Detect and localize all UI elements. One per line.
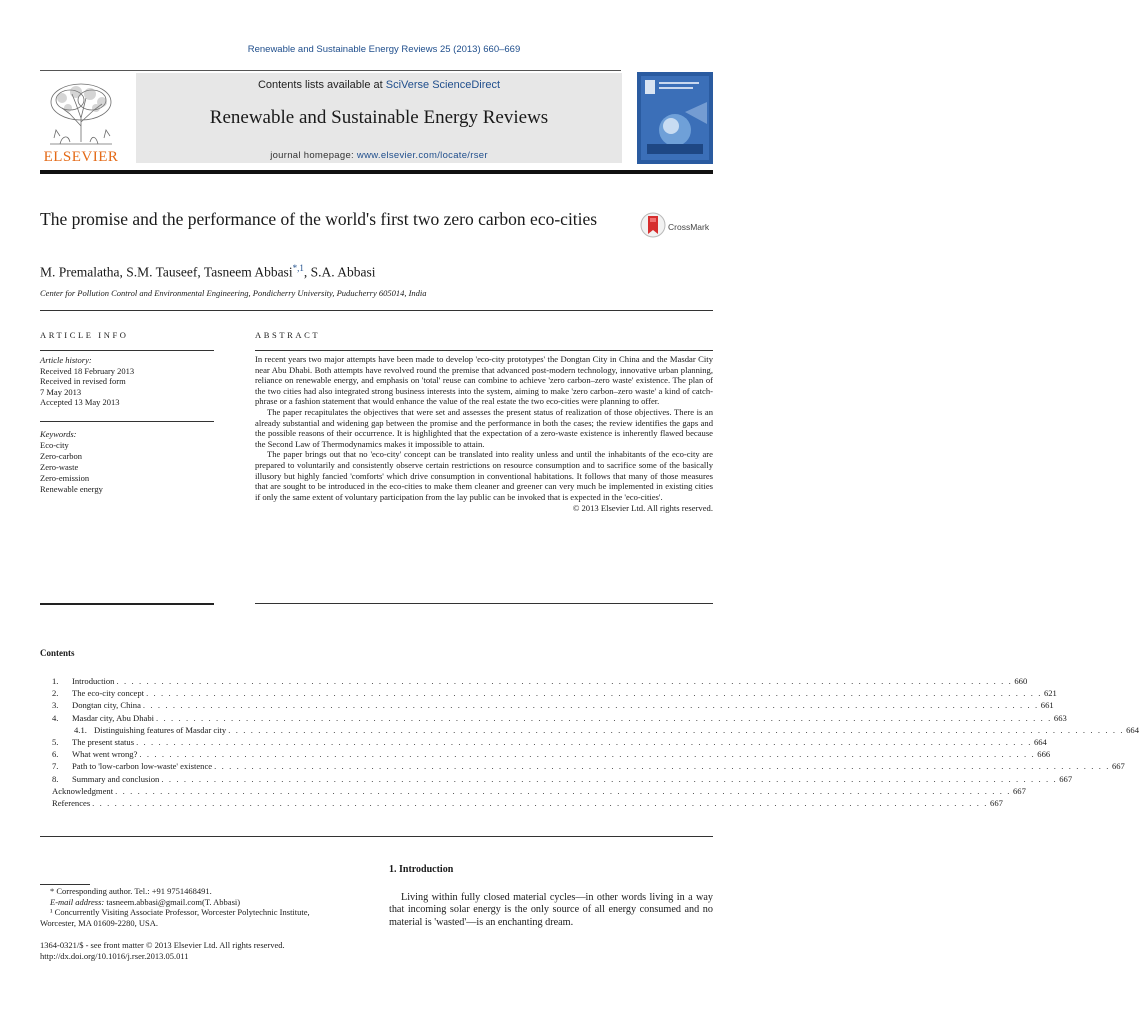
title-bottom-rule	[40, 310, 713, 311]
toc-page-number: 666	[1037, 749, 1051, 760]
toc-entry[interactable]	[52, 700, 1054, 712]
abstract-body	[255, 354, 713, 514]
crossmark-icon[interactable]	[640, 210, 666, 240]
toc-leader-dots: . . . . . . . . . . . . . . . . . . . . . . . . . . . . . . . . . . . . . . . . . . . . . . . . . . . . . . . . . . . . . . . . . . . . . . . . . . . . . . . . . . . . . . . . . . . . . . . . . . . . . . . . . . . . . . . . . . . . . . . .	[92, 797, 989, 808]
email-note	[40, 897, 370, 908]
journal-title: Renewable and Sustainable Energy Reviews	[209, 107, 549, 128]
toc-number: 7.	[52, 761, 59, 772]
toc-page-number: 667	[1059, 773, 1073, 784]
toc-label[interactable]: Summary and conclusion	[72, 773, 160, 784]
email-suffix: (T. Abbasi)	[202, 896, 241, 907]
abstract-paragraph: In recent years two major attempts have been made to develop 'eco-city prototypes' the Dongtan City in China and the Masdar City near Abu Dhabi. Both attempts have revolved round the premise that advanced post-modern technology, innovative urban planning, reliance on renewable energy, and emphasis on 'total' reuse can combine to achieve 'zero carbon–zero waste' existence. The plan of the two cities had also integrated strong business interests into the system, aiming to make 'zero carbon–zero waste' a kind of catch-phrase or a fashion statement that would enhance the value of the real estate the two eco-cities were planning to offer.	[255, 354, 713, 407]
toc-page-number: 664	[1033, 736, 1047, 747]
toc-label[interactable]: Acknowledgment	[52, 785, 114, 796]
contents-bottom-rule	[40, 836, 713, 837]
crossmark-label[interactable]: CrossMark	[668, 222, 710, 232]
toc-leader-dots: . . . . . . . . . . . . . . . . . . . . . . . . . . . . . . . . . . . . . . . . . . . . . . . . . . . . . . . . . . . . . . . . . . . . . . . . . . . . . . . . . . . . . . . . . . . . . . . . . . . . . . . . . . . . . . . . . . . . . . . .	[214, 761, 1110, 772]
toc-page-number: 663	[1053, 712, 1067, 723]
elsevier-wordmark: ELSEVIER	[43, 149, 119, 165]
toc-page-number: 660	[1014, 676, 1028, 686]
toc-entry[interactable]	[52, 676, 1028, 688]
journal-homepage-line	[136, 150, 622, 161]
toc-entry[interactable]	[52, 724, 1139, 737]
toc-leader-dots: . . . . . . . . . . . . . . . . . . . . . . . . . . . . . . . . . . . . . . . . . . . . . . . . . . . . . . . . . . . . . . . . . . . . . . . . . . . . . . . . . . . . . . . . . . . . . . . . . . . . . . . . . . . . . . . . . . . . . . . .	[146, 688, 1042, 699]
toc-label[interactable]: Masdar city, Abu Dhabi	[72, 712, 155, 723]
affiliation-note-cont: Worcester, MA 01609-2280, USA.	[40, 917, 158, 928]
keyword-item: Renewable energy	[40, 484, 103, 494]
toc-leader-dots: . . . . . . . . . . . . . . . . . . . . . . . . . . . . . . . . . . . . . . . . . . . . . . . . . . . . . . . . . . . . . . . . . . . . . . . . . . . . . . . . . . . . . . . . . . . . . . . . . . . . . . . . . . . . . . . . . . . . . . . .	[142, 700, 1039, 711]
authors-last: , S.A. Abbasi	[303, 264, 376, 280]
toc-page-number: 621	[1043, 688, 1057, 699]
corresponding-author-note: * Corresponding author. Tel.: +91 9751468491.	[50, 886, 212, 896]
contents-title: Contents	[40, 648, 75, 658]
author-list	[40, 263, 640, 281]
abstract-heading: ABSTRACT	[255, 330, 321, 340]
abstract-paragraph: The paper recapitulates the objectives that were set and assesses the present status of realization of those objectives. There is an already substantial and widening gap between the promise and the performance in both the cases; the review identifies the gaps and the possible reasons of their occurrence. It is highlighted that the expectation of a zero-waste existence is inherently flawed because the Second Law of Thermodynamics makes it impossible to attain.	[255, 406, 713, 449]
issn-line: 1364-0321/$ - see front matter © 2013 Elsevier Ltd. All rights reserved.	[40, 940, 285, 950]
contents-prefix: Contents lists available at	[257, 79, 386, 91]
toc-label[interactable]: The eco-city concept	[72, 688, 145, 699]
toc-number: 4.1.	[74, 724, 87, 735]
toc-entry[interactable]	[52, 749, 1051, 761]
toc-leader-dots: . . . . . . . . . . . . . . . . . . . . . . . . . . . . . . . . . . . . . . . . . . . . . . . . . . . . . . . . . . . . . . . . . . . . . . . . . . . . . . . . . . . . . . . . . . . . . . . . . . . . . . . . . . . . . . . . . . . . . . . .	[228, 724, 1125, 735]
history-line: Received in revised form	[40, 376, 126, 386]
toc-page-number: 667	[990, 797, 1003, 808]
sciencedirect-link[interactable]: SciVerse ScienceDirect	[385, 79, 501, 91]
table-of-contents	[52, 676, 1139, 810]
toc-entry[interactable]	[52, 736, 1047, 749]
article-info-rule	[40, 350, 214, 351]
toc-label[interactable]: Introduction	[72, 676, 115, 686]
journal-cover-image	[637, 72, 713, 164]
homepage-link[interactable]: www.elsevier.com/locate/rser	[356, 150, 488, 161]
email-link[interactable]: tasneem.abbasi@gmail.com	[106, 896, 202, 907]
toc-leader-dots: . . . . . . . . . . . . . . . . . . . . . . . . . . . . . . . . . . . . . . . . . . . . . . . . . . . . . . . . . . . . . . . . . . . . . . . . . . . . . . . . . . . . . . . . . . . . . . . . . . . . . . . . . . . . . . . . . . . . . . . .	[136, 736, 1032, 747]
introduction-heading: 1. Introduction	[389, 864, 454, 875]
toc-leader-dots: . . . . . . . . . . . . . . . . . . . . . . . . . . . . . . . . . . . . . . . . . . . . . . . . . . . . . . . . . . . . . . . . . . . . . . . . . . . . . . . . . . . . . . . . . . . . . . . . . . . . . . . . . . . . . . . . . . . . . . . .	[116, 676, 1013, 686]
keyword-item: Zero-carbon	[40, 451, 83, 461]
header-thick-rule	[40, 170, 713, 174]
toc-leader-dots: . . . . . . . . . . . . . . . . . . . . . . . . . . . . . . . . . . . . . . . . . . . . . . . . . . . . . . . . . . . . . . . . . . . . . . . . . . . . . . . . . . . . . . . . . . . . . . . . . . . . . . . . . . . . . . . . . . . . . . . .	[156, 712, 1052, 723]
article-info-bottom-rule	[40, 603, 214, 605]
toc-entry[interactable]	[52, 773, 1073, 786]
affiliation: Center for Pollution Control and Environmental Engineering, Pondicherry University, Puducherry 605014, India	[40, 288, 427, 298]
homepage-prefix: journal homepage:	[270, 150, 357, 161]
article-info-heading: ARTICLE INFO	[40, 330, 129, 340]
toc-page-number: 664	[1126, 724, 1139, 735]
toc-leader-dots: . . . . . . . . . . . . . . . . . . . . . . . . . . . . . . . . . . . . . . . . . . . . . . . . . . . . . . . . . . . . . . . . . . . . . . . . . . . . . . . . . . . . . . . . . . . . . . . . . . . . . . . . . . . . . . . . . . . . . . . .	[139, 749, 1036, 760]
keyword-item: Eco-city	[40, 440, 69, 450]
history-line: Accepted 13 May 2013	[40, 397, 120, 407]
toc-number: 8.	[52, 773, 59, 784]
keywords-rule	[40, 421, 214, 422]
toc-leader-dots: . . . . . . . . . . . . . . . . . . . . . . . . . . . . . . . . . . . . . . . . . . . . . . . . . . . . . . . . . . . . . . . . . . . . . . . . . . . . . . . . . . . . . . . . . . . . . . . . . . . . . . . . . . . . . . . . . . . . . . . .	[161, 773, 1058, 784]
toc-label[interactable]: Dongtan city, China	[72, 700, 141, 711]
article-history	[40, 355, 214, 408]
affiliation-note: ¹ Concurrently Visiting Associate Professor, Worcester Polytechnic Institute,	[50, 907, 310, 917]
article-title: The promise and the performance of the world's first two zero carbon eco-cities	[40, 209, 598, 229]
history-label: Article history:	[40, 355, 92, 365]
toc-page-number: 661	[1040, 700, 1054, 711]
toc-label[interactable]: Distinguishing features of Masdar city	[94, 724, 227, 735]
journal-reference[interactable]: Renewable and Sustainable Energy Reviews 25 (2013) 660–669	[247, 44, 521, 55]
toc-entry[interactable]	[52, 797, 1003, 810]
corresponding-author-marker[interactable]: *,1	[292, 263, 304, 273]
toc-label[interactable]: Path to 'low-carbon low-waste' existence	[72, 761, 213, 772]
toc-number: 1.	[52, 676, 59, 686]
authors-main: M. Premalatha, S.M. Tauseef, Tasneem Abbasi	[40, 264, 293, 280]
toc-number: 5.	[52, 736, 59, 747]
toc-entry[interactable]	[52, 785, 1026, 798]
footnote-rule	[40, 884, 90, 885]
toc-entry[interactable]	[52, 712, 1067, 725]
copyright-notice: © 2013 Elsevier Ltd. All rights reserved.	[572, 503, 713, 514]
toc-entry[interactable]	[52, 761, 1125, 773]
footnotes	[40, 886, 370, 928]
toc-entry[interactable]	[52, 688, 1057, 700]
issn-block	[40, 940, 370, 962]
toc-number: 3.	[52, 700, 59, 711]
abstract-paragraph: The paper brings out that no 'eco-city' concept can be translated into reality unless and until the inhabitants of the eco-city are prepared to voluntarily and consistently observe certain restrictions on resource consumption and to sacrifice some of the basically illusory but highly fancied 'comforts' which drive consumption in conventional habitations. It follows that many of those measures that are sought to be introduced in the eco-cities to make them cleaner and greener can very much be implemented in existing cities if only the same extent of voluntary participation from the lay public can be invoked that is expected in the 'eco-cities'.	[255, 449, 713, 502]
toc-page-number: 667	[1012, 785, 1026, 796]
toc-number: 6.	[52, 749, 59, 760]
keyword-item: Zero-waste	[40, 462, 79, 472]
doi-link[interactable]: http://dx.doi.org/10.1016/j.rser.2013.05.011	[40, 951, 189, 961]
keywords	[40, 429, 214, 495]
toc-label[interactable]: The present status	[72, 736, 135, 747]
toc-label[interactable]: What went wrong?	[72, 749, 138, 760]
email-label: E-mail address:	[50, 896, 107, 907]
header-top-rule	[40, 70, 621, 71]
history-line: Received 18 February 2013	[40, 365, 135, 376]
toc-leader-dots: . . . . . . . . . . . . . . . . . . . . . . . . . . . . . . . . . . . . . . . . . . . . . . . . . . . . . . . . . . . . . . . . . . . . . . . . . . . . . . . . . . . . . . . . . . . . . . . . . . . . . . . . . . . . . . . . . . . . . . . .	[115, 785, 1011, 796]
keywords-label: Keywords:	[40, 429, 77, 439]
abstract-rule	[255, 350, 713, 351]
toc-number: 2.	[52, 688, 59, 699]
abstract-bottom-rule	[255, 603, 713, 604]
toc-page-number: 667	[1111, 761, 1125, 772]
contents-available-line	[136, 79, 622, 91]
toc-label[interactable]: References	[52, 797, 91, 808]
introduction-paragraph: Living within fully closed material cycles—in other words living in a way that incoming solar energy is the only source of all energy consumed and no material is 'wasted'—is an enchanting dream.	[389, 892, 713, 928]
history-line: 7 May 2013	[40, 386, 82, 397]
keyword-item: Zero-emission	[40, 473, 90, 483]
toc-number: 4.	[52, 712, 59, 723]
